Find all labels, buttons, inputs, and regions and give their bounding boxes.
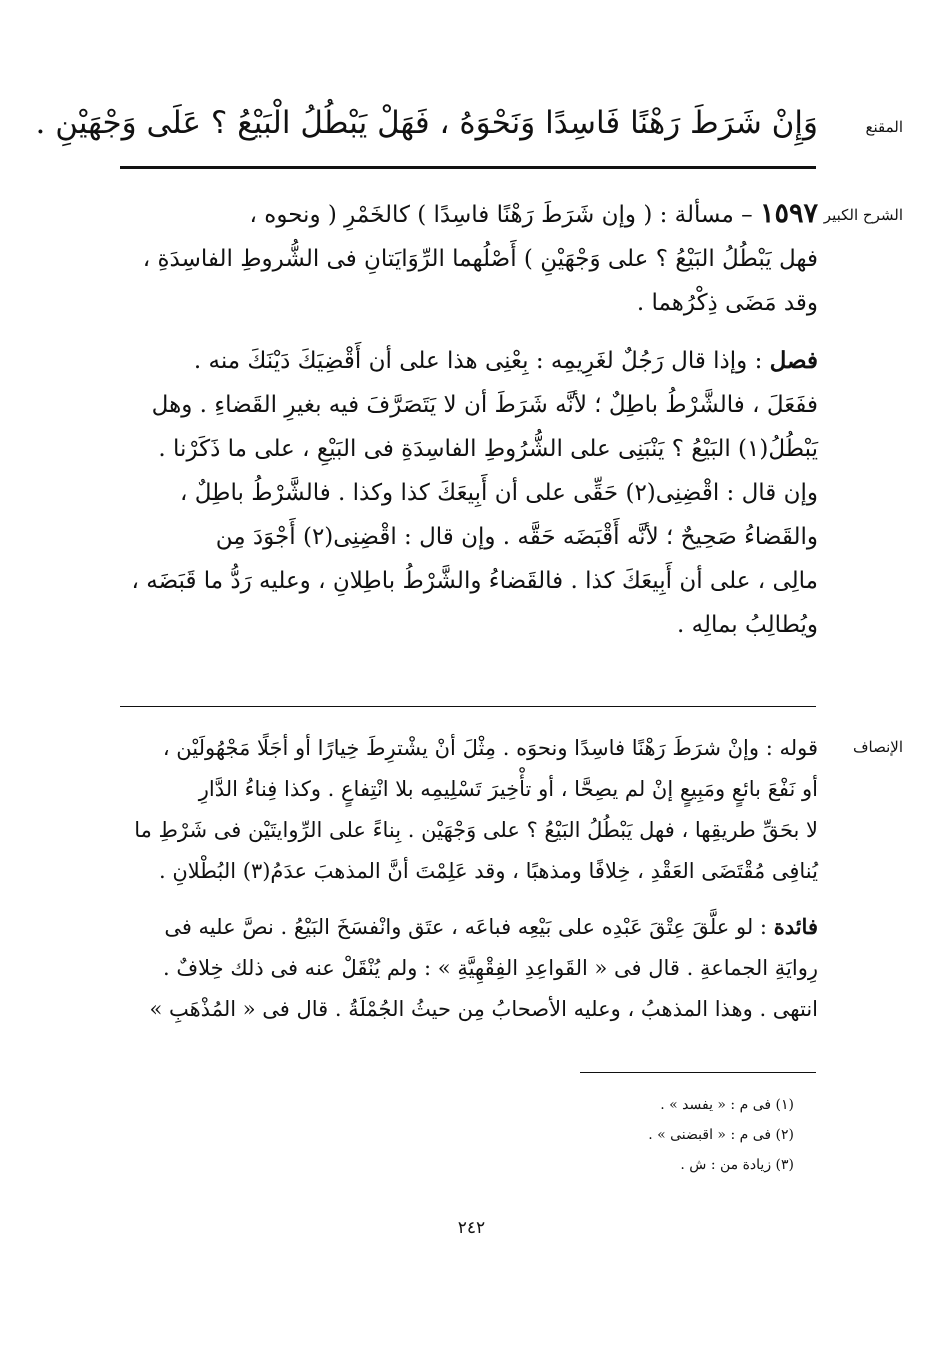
sharh-line: وقد مَضَى ذِكْرُهما . — [636, 290, 818, 316]
muqni-text — [35, 98, 818, 148]
sharh-line: فهل يَبْطُلُ البَيْعُ ؟ على وَجْهَيْنِ ) أَصْلُهما الرِّوَايَتانِ فى الشُّروطِ الفاسِدَةِ ، — [142, 246, 818, 272]
faida-line — [118, 906, 818, 948]
issue-number: ١٥٩٧ — [759, 198, 818, 229]
faida-heading: فائدة — [773, 914, 818, 939]
sharh-line — [118, 192, 818, 237]
muqni-line: وَإِنْ شَرَطَ رَهْنًا فَاسِدًا وَنَحْوَهُ ، فَهَلْ يَبْطُلُ الْبَيْعُ ؟ عَلَى وَجْهَيْنِ . — [35, 105, 818, 141]
section-divider — [120, 706, 816, 707]
insaf-line: أو نَفْعَ بائعٍ ومَبِيعٍ إنْ لم يصِحَّا ، أو تأْخِيرَ تَسْلِيمِه بلا انْتِفاعٍ . وكذا فِناءُ الدَّارِ — [198, 777, 818, 801]
fasl-line: يَبْطُلُ(١) البَيْعُ ؟ يَنْبَنِى على الشُّرُوطِ الفاسِدَةِ فى البَيْعِ ، على ما ذَكَرْنا . — [158, 436, 818, 462]
sharh-line-text: – مسألة : ( وإن شَرَطَ رَهْنًا فاسِدًا ) كالخَمْرِ ( ونحوه ، — [249, 202, 760, 228]
insaf-label: الإنصاف — [852, 738, 903, 756]
footnotes — [400, 1090, 794, 1180]
faida-line: رِوايَةِ الجماعةِ . قال فى « القَواعِدِ الفِقْهِيَّةِ » : ولم يُنْقَلْ عنه فى ذلك خِلافٌ . — [163, 956, 818, 980]
insaf-text — [118, 728, 818, 1030]
faida-line-text: : لو علَّقَ عِتْقَ عَبْدِه على بَيْعِه فباعَه ، عتَق وانْفسَخَ البَيْعُ . نصَّ عليه فى — [164, 915, 774, 939]
footnote: (٢) فى م : « اقبضنى » . — [648, 1127, 794, 1143]
fasl-line: وإن قال : اقْضِنِى(٢) حَقِّى على أن أَبِيعَكَ كذا وكذا . فالشَّرْطُ باطِلٌ ، — [180, 480, 818, 506]
fasl-line — [118, 339, 818, 383]
footnote: (١) فى م : « يفسد » . — [660, 1097, 794, 1113]
footnote: (٣) زيادة من : ش . — [680, 1157, 794, 1173]
fasl-line-text: : وإذا قال رَجُلٌ لغَرِيمِه : بِعْنِى هذا على أن أَقْضِيَكَ دَيْنَكَ منه . — [193, 348, 770, 374]
fasl-line: والقَضاءُ صَحِيحٌ ؛ لأنَّه أَقْبَضَه حَقَّه . وإن قال : اقْضِنِى(٢) أَجْوَدَ مِن — [215, 524, 818, 550]
insaf-line: يُنافِى مُقْتَضَى العَقْدِ ، خِلافًا ومذهبًا ، وقد عَلِمْتَ أنَّ المذهبَ عدَمُ(٣) البُطْلانِ . — [158, 859, 818, 883]
faida-line: انتهى . وهذا المذهبُ ، وعليه الأصحابُ مِن حيثُ الجُمْلَةُ . قال فى « المُذْهَبِ » — [149, 997, 818, 1021]
sharh-label: الشرح الكبير — [823, 206, 903, 224]
section-divider — [120, 166, 816, 169]
muqni-label: المقنع — [865, 118, 903, 136]
footnote-divider — [580, 1072, 816, 1073]
fasl-heading: فصل — [769, 347, 818, 374]
insaf-line: لا بحَقِّ طريقِها ، فهل يَبْطُلُ البَيْعُ ؟ على وَجْهَيْن . بِناءً على الرِّوايتَيْن فى شَرْطِ ما — [134, 818, 818, 842]
insaf-line: قوله : وإنْ شرَطَ رَهْنًا فاسِدًا ونحوَه . مِثْلَ أنْ يشْترِطَ خِيارًا أو أجَلًا مَجْهُولَيْن ، — [162, 736, 818, 760]
page-number: ٢٤٢ — [457, 1218, 486, 1238]
sharh-text — [118, 192, 818, 647]
fasl-line: مالِى ، على أن أَبِيعَكَ كذا . فالقَضاءُ والشَّرْطُ باطِلانِ ، وعليه رَدُّ ما قَبَضَه ، — [131, 568, 818, 594]
fasl-line: ويُطالِبُ بمالِه . — [677, 612, 818, 638]
fasl-line: ففَعَلَ ، فالشَّرْطُ باطِلٌ ؛ لأنَّه شَرَطَ أن لا يَتَصَرَّفَ فيه بغيرِ القَضاءِ . وهل — [151, 392, 818, 418]
